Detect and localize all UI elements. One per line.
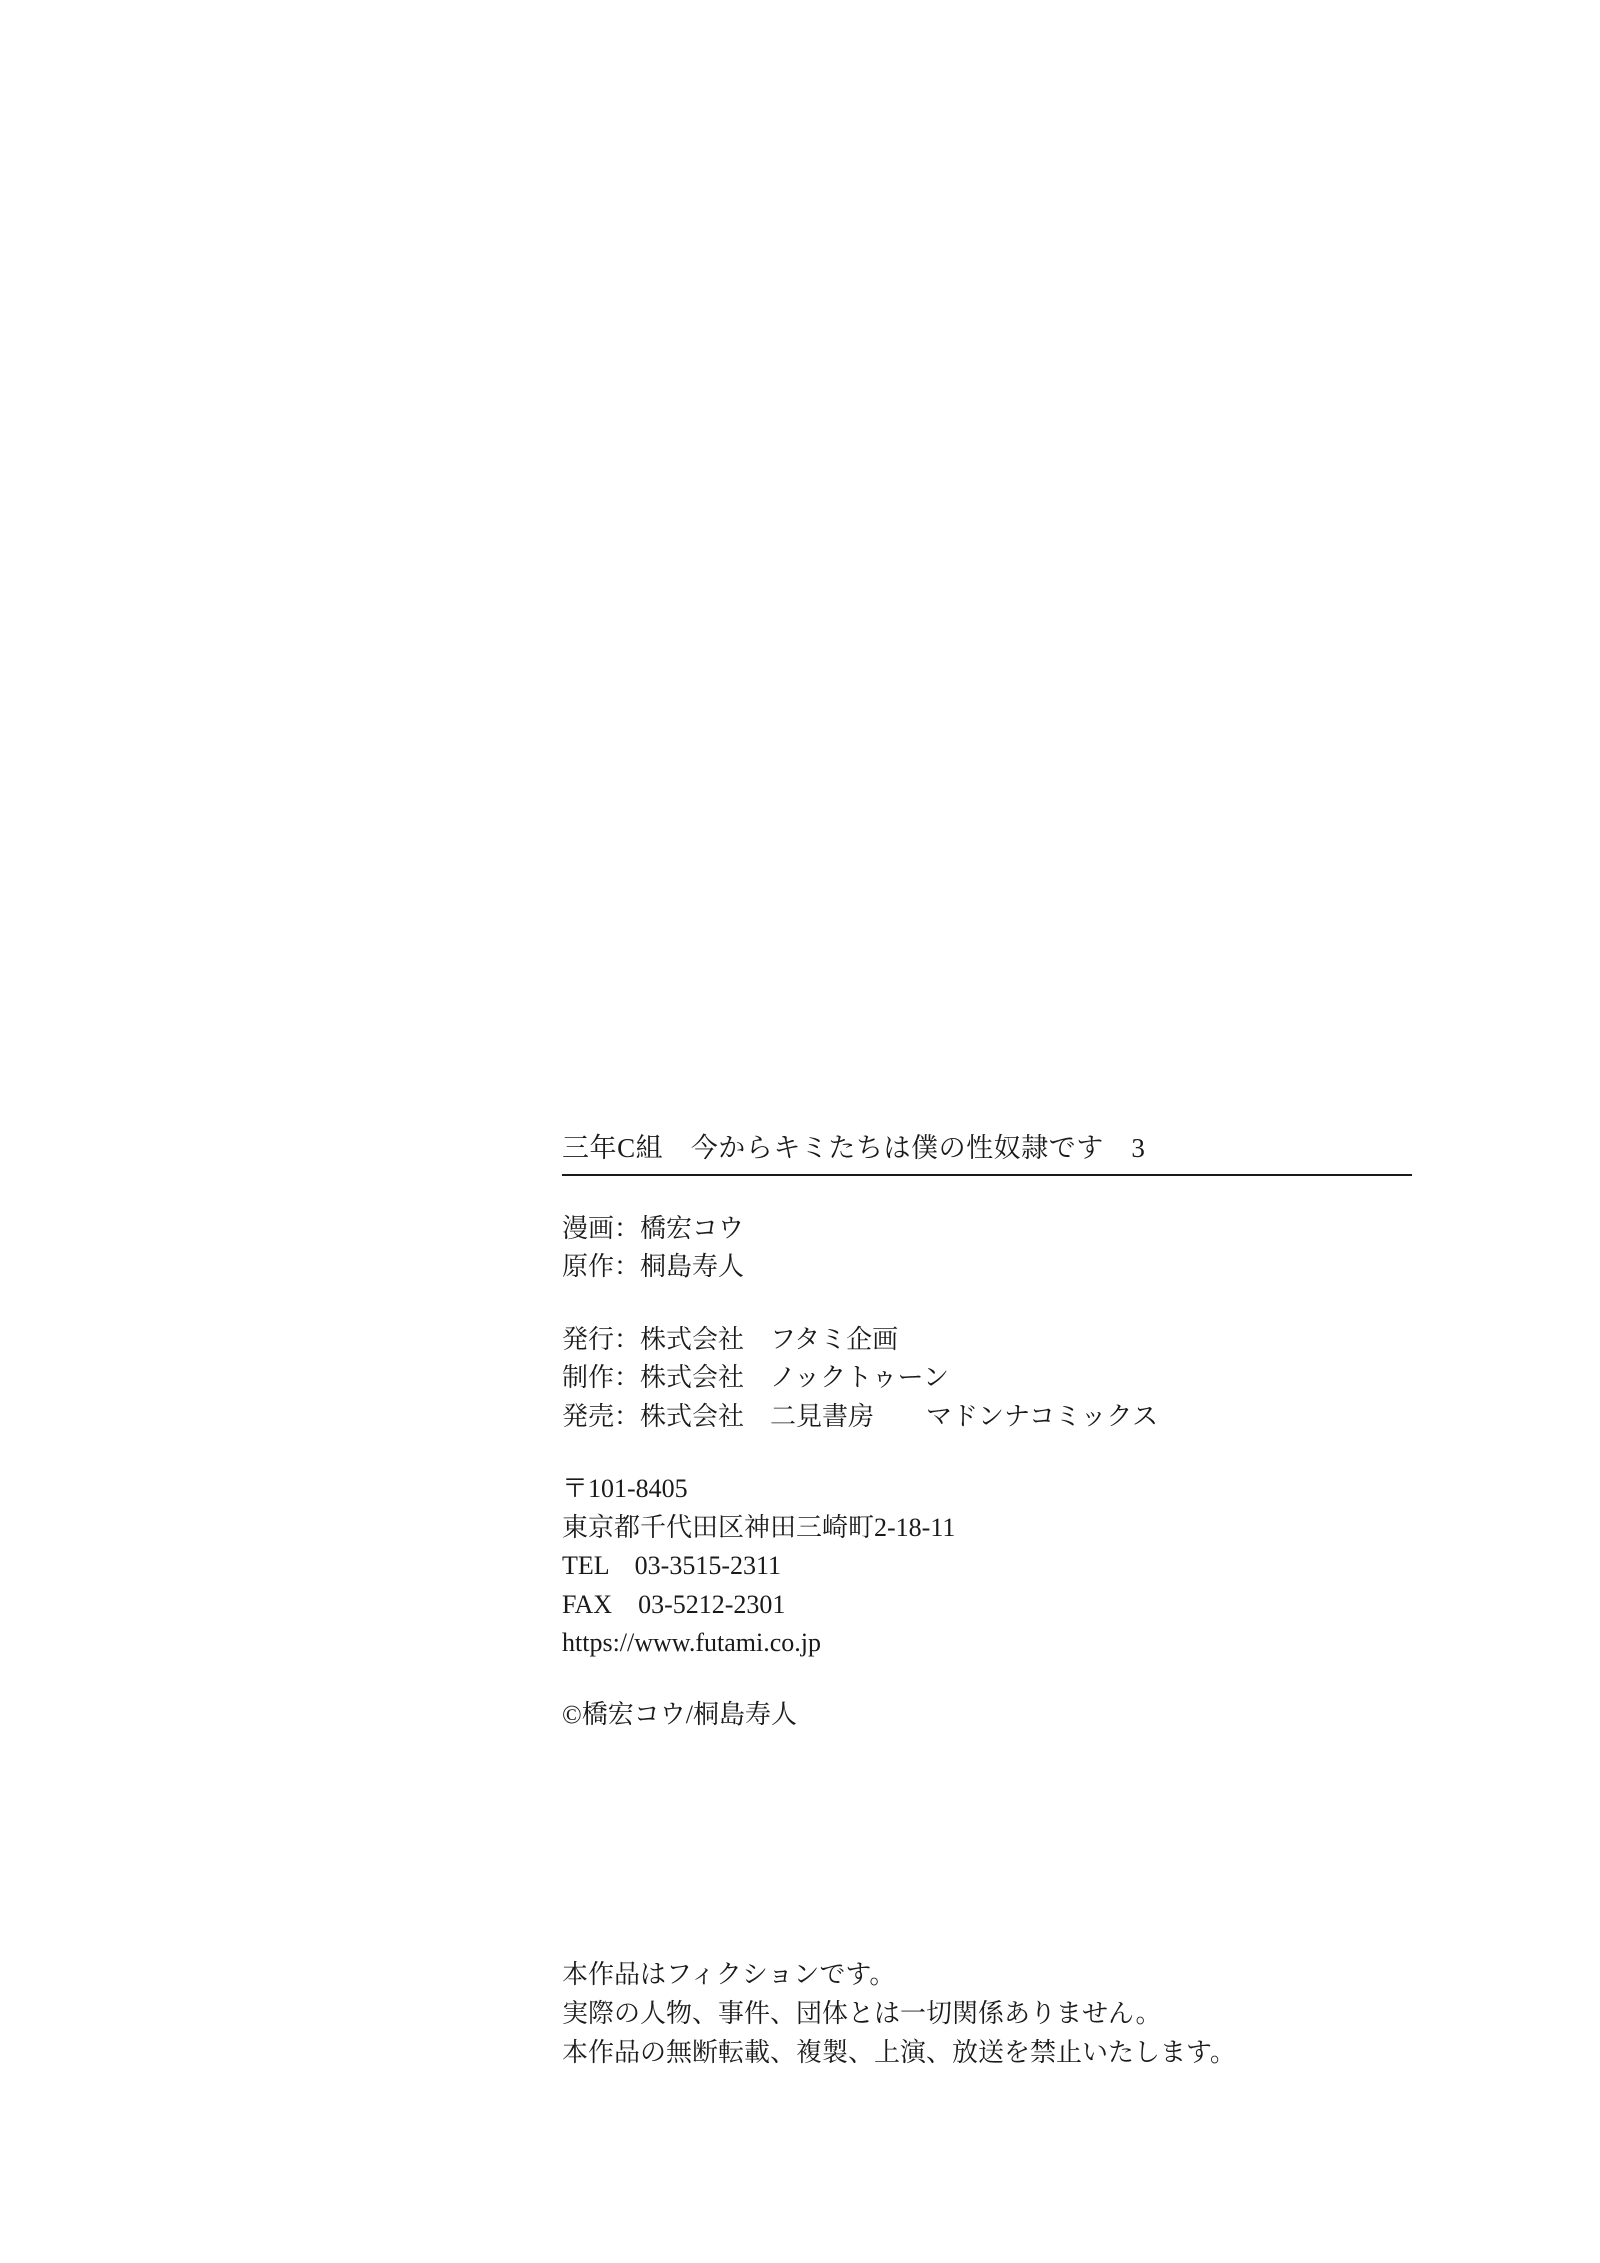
- publisher-distributor: 発売：株式会社 二見書房 マドンナコミックス: [562, 1401, 1159, 1431]
- website-url: https://www.futami.co.jp: [562, 1628, 822, 1658]
- work-title: 三年C組 今からキミたちは僕の性奴隷です 3: [562, 1133, 1146, 1163]
- fax-number: FAX 03-5212-2301: [562, 1589, 786, 1619]
- address-block: [562, 1470, 1462, 1662]
- publisher-issuer: 発行：株式会社 フタミ企画: [562, 1324, 899, 1354]
- telephone-number: TEL 03-3515-2311: [562, 1551, 782, 1581]
- credit-artist: 漫画：橋宏コウ: [562, 1213, 745, 1243]
- street-address: 東京都千代田区神田三崎町2-18-11: [562, 1512, 956, 1542]
- title-divider: [562, 1174, 1412, 1176]
- copyright-notice: ©橋宏コウ/桐島寿人: [562, 1700, 797, 1730]
- no-relation-disclaimer: 実際の人物、事件、団体とは一切関係ありません。: [562, 1999, 1162, 2028]
- legal-notes-block: [562, 1955, 1512, 2072]
- copyright-block: [562, 1696, 1462, 1734]
- colophon-block: [562, 1130, 1462, 1735]
- publisher-producer: 制作：株式会社 ノックトゥーン: [562, 1363, 950, 1393]
- postal-code: 〒101-8405: [562, 1474, 688, 1504]
- reproduction-prohibition: 本作品の無断転載、複製、上演、放送を禁止いたします。: [562, 2038, 1236, 2067]
- credit-original-author: 原作：桐島寿人: [562, 1252, 745, 1282]
- credits-block: [562, 1210, 1462, 1287]
- publisher-block: [562, 1321, 1462, 1436]
- fiction-disclaimer: 本作品はフィクションです。: [562, 1960, 896, 1989]
